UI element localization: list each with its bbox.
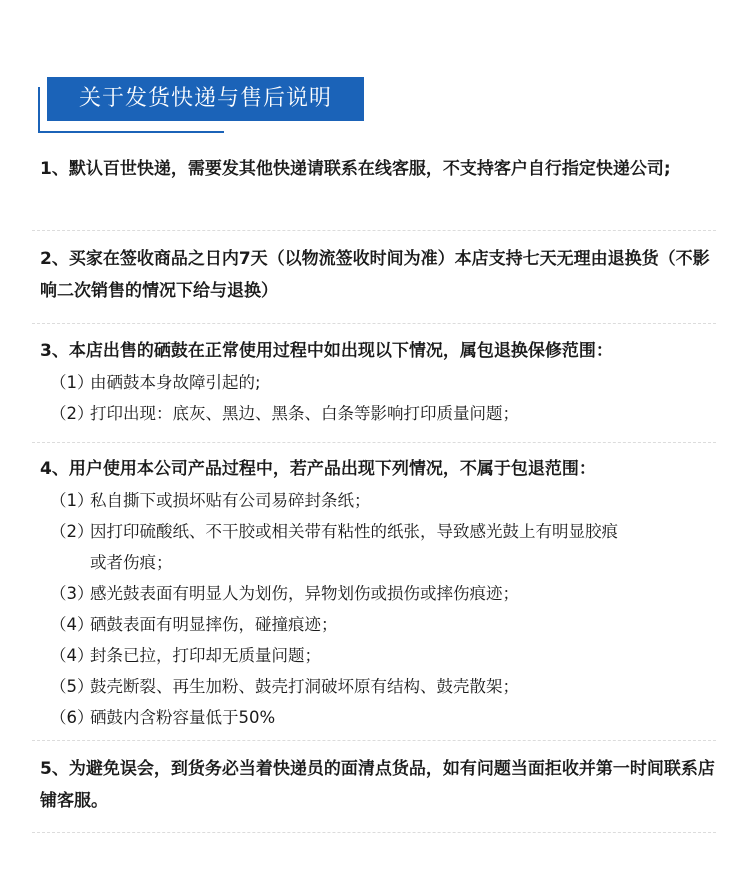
section-title: 2、买家在签收商品之日内7天（以物流签收时间为准）本店支持七天无理由退换货（不影响二次销售的情况下给与退换） <box>40 249 710 301</box>
divider <box>32 323 716 324</box>
section-title: 4、用户使用本公司产品过程中，若产品出现下列情况，不属于包退范围： <box>40 459 596 479</box>
list-item: （1）由硒鼓本身故障引起的; <box>50 373 261 392</box>
section-title: 3、本店出售的硒鼓在正常使用过程中如出现以下情况，属包退换保修范围： <box>40 341 613 361</box>
section-header: 关于发货快递与售后说明 <box>47 77 364 121</box>
list-item: （3）感光鼓表面有明显人为划伤，异物划伤或损伤或摔伤痕迹； <box>50 584 519 603</box>
section-title: 5、为避免误会，到货务必当着快递员的面清点货品，如有问题当面拒收并第一时间联系店铺客服。 <box>40 759 715 811</box>
list-item: （4）硒鼓表面有明显摔伤，碰撞痕迹； <box>50 615 338 634</box>
policy-section-2 <box>40 243 720 307</box>
divider <box>32 442 716 443</box>
policy-section-1 <box>40 153 720 185</box>
policy-section-5 <box>40 753 720 817</box>
list-item: （2）因打印硫酸纸、不干胶或相关带有粘性的纸张，导致感光鼓上有明显胶痕 <box>50 522 618 541</box>
divider <box>32 230 716 231</box>
list-item: （6）硒鼓内含粉容量低于50% <box>50 708 276 727</box>
policy-section-3 <box>40 335 720 429</box>
divider <box>32 832 716 833</box>
list-item: （2）打印出现：底灰、黑边、黑条、白条等影响打印质量问题； <box>50 404 519 423</box>
list-item: （4）封条已拉，打印却无质量问题； <box>50 646 321 665</box>
list-item: （1）私自撕下或损坏贴有公司易碎封条纸； <box>50 491 371 510</box>
list-item-continuation: 或者伤痕； <box>90 553 173 572</box>
list-item: （5）鼓壳断裂、再生加粉、鼓壳打洞破坏原有结构、鼓壳散架； <box>50 677 519 696</box>
divider <box>32 740 716 741</box>
section-title: 1、默认百世快递，需要发其他快递请联系在线客服，不支持客户自行指定快递公司; <box>40 159 671 179</box>
policy-section-4 <box>40 453 720 733</box>
